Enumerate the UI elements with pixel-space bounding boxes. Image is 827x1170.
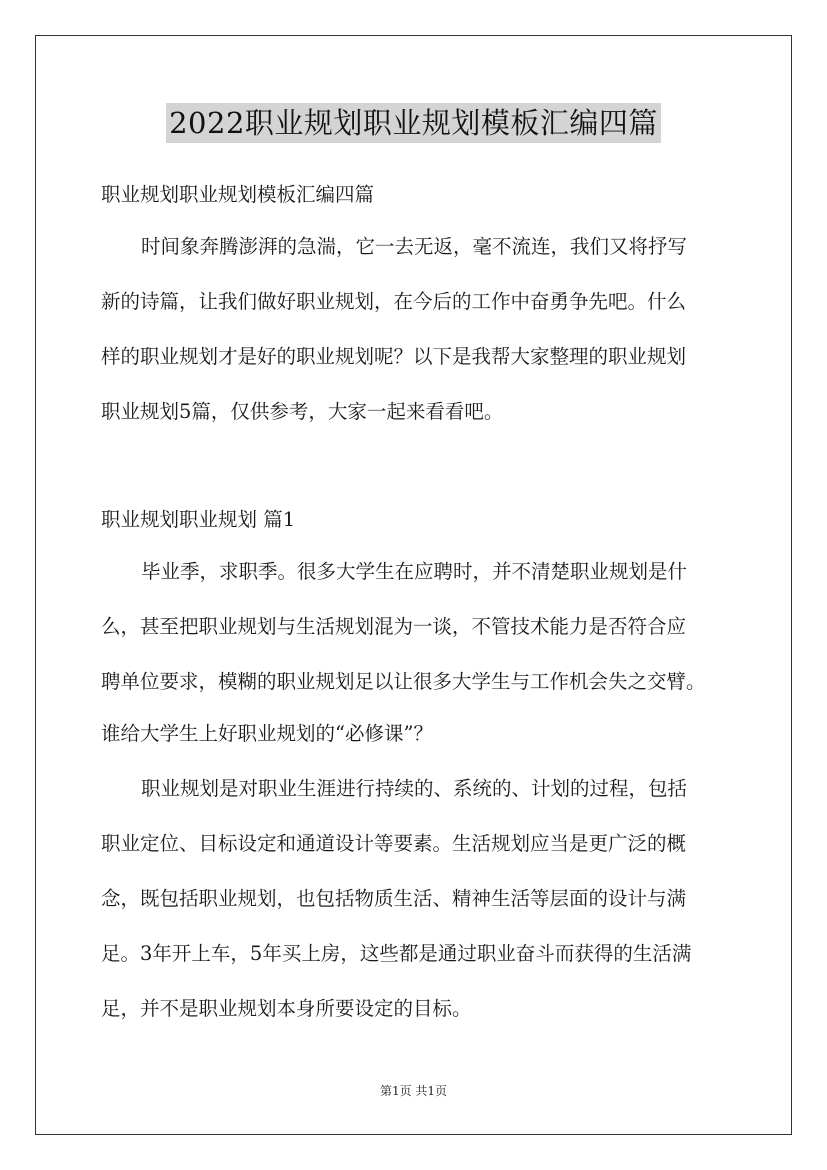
paragraph-line: 聘单位要求，模糊的职业规划足以让很多大学生与工作机会失之交臂。: [101, 670, 706, 693]
paragraph-line: 谁给大学生上好职业规划的“必修课”？: [101, 722, 433, 745]
title-container: [0, 103, 827, 143]
paragraph-line: 足，并不是职业规划本身所要设定的目标。: [101, 997, 472, 1020]
paragraph-line: 职业定位、目标设定和通道设计等要素。生活规划应当是更广泛的概: [101, 832, 687, 855]
paragraph-line: 职业规划是对职业生涯进行持续的、系统的、计划的过程，包括: [141, 777, 688, 800]
document-subtitle: 职业规划职业规划模板汇编四篇: [101, 183, 375, 206]
intro-line: 职业规划5篇，仅供参考，大家一起来看看吧。: [101, 400, 504, 423]
paragraph-line: 念，既包括职业规划，也包括物质生活、精神生活等层面的设计与满: [101, 887, 687, 910]
document-title: 2022职业规划职业规划模板汇编四篇: [166, 103, 661, 143]
page-footer: 第1页 共1页: [379, 1084, 448, 1098]
intro-line: 样的职业规划才是好的职业规划呢？以下是我帮大家整理的职业规划: [101, 345, 687, 368]
paragraph-line: 毕业季，求职季。很多大学生在应聘时，并不清楚职业规划是什: [141, 560, 688, 583]
section-heading: 职业规划职业规划 篇1: [101, 508, 296, 531]
intro-line: 新的诗篇，让我们做好职业规划，在今后的工作中奋勇争先吧。什么: [101, 290, 687, 313]
intro-line: 时间象奔腾澎湃的急湍，它一去无返，毫不流连，我们又将抒写: [141, 235, 688, 258]
paragraph-line: 足。3年开上车，5年买上房，这些都是通过职业奋斗而获得的生活满: [101, 942, 692, 965]
paragraph-line: 么，甚至把职业规划与生活规划混为一谈，不管技术能力是否符合应: [101, 615, 687, 638]
